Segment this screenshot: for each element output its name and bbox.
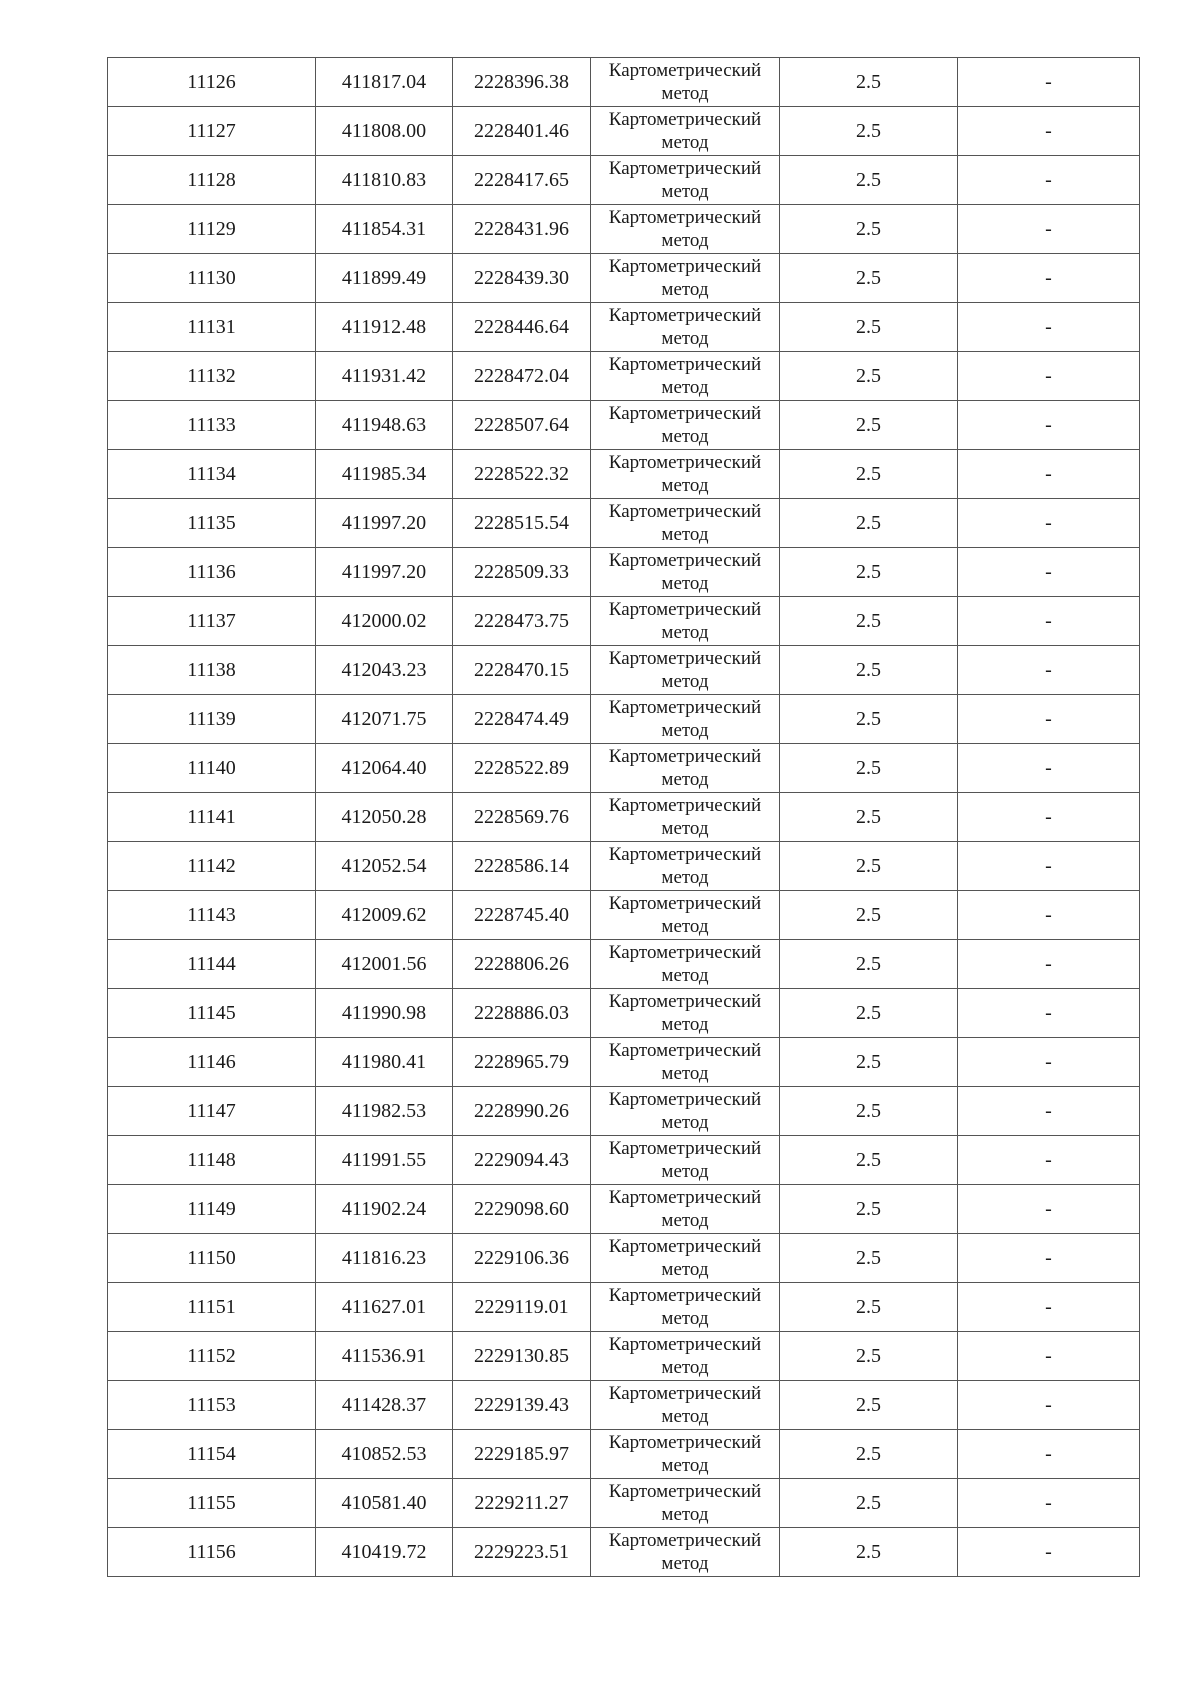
method-cell [591,1283,780,1332]
point-number-cell: 11130 [108,254,316,303]
method-line-1: Картометрический [608,795,762,816]
method-line-1: Картометрический [608,599,762,620]
point-number-cell: 11148 [108,1136,316,1185]
method-cell [591,499,780,548]
method-cell [591,793,780,842]
table-row [108,597,1140,646]
note-cell: - [958,695,1140,744]
point-number-cell: 11138 [108,646,316,695]
method-cell [591,1479,780,1528]
accuracy-cell: 2.5 [780,303,958,352]
table-row [108,1087,1140,1136]
note-cell: - [958,940,1140,989]
method-cell [591,401,780,450]
accuracy-cell: 2.5 [780,205,958,254]
accuracy-cell: 2.5 [780,1136,958,1185]
note-cell: - [958,646,1140,695]
table-row [108,352,1140,401]
y-coordinate-cell: 2228586.14 [453,842,591,891]
x-coordinate-cell: 411902.24 [316,1185,453,1234]
method-line-2: метод [661,916,709,937]
y-coordinate-cell: 2228396.38 [453,58,591,107]
method-line-2: метод [661,622,709,643]
table-row [108,58,1140,107]
method-line-1: Картометрический [608,1334,762,1355]
point-number-cell: 11132 [108,352,316,401]
point-number-cell: 11153 [108,1381,316,1430]
method-cell [591,891,780,940]
note-cell: - [958,254,1140,303]
point-number-cell: 11133 [108,401,316,450]
y-coordinate-cell: 2229223.51 [453,1528,591,1577]
table-row [108,1479,1140,1528]
note-cell: - [958,499,1140,548]
method-line-2: метод [661,1259,709,1280]
method-line-1: Картометрический [608,207,762,228]
coordinates-table-body [108,58,1140,1577]
method-line-1: Картометрический [608,60,762,81]
table-row [108,1528,1140,1577]
accuracy-cell: 2.5 [780,254,958,303]
method-line-2: метод [661,328,709,349]
point-number-cell: 11139 [108,695,316,744]
accuracy-cell: 2.5 [780,597,958,646]
method-line-2: метод [661,1504,709,1525]
method-line-1: Картометрический [608,991,762,1012]
method-line-2: метод [661,1553,709,1574]
point-number-cell: 11129 [108,205,316,254]
y-coordinate-cell: 2228439.30 [453,254,591,303]
x-coordinate-cell: 411428.37 [316,1381,453,1430]
method-line-1: Картометрический [608,1481,762,1502]
x-coordinate-cell: 411817.04 [316,58,453,107]
y-coordinate-cell: 2229098.60 [453,1185,591,1234]
x-coordinate-cell: 412001.56 [316,940,453,989]
method-cell [591,695,780,744]
y-coordinate-cell: 2228522.89 [453,744,591,793]
note-cell: - [958,401,1140,450]
table-row [108,205,1140,254]
y-coordinate-cell: 2228990.26 [453,1087,591,1136]
method-line-1: Картометрический [608,942,762,963]
method-line-1: Картометрический [608,550,762,571]
note-cell: - [958,156,1140,205]
accuracy-cell: 2.5 [780,891,958,940]
y-coordinate-cell: 2228431.96 [453,205,591,254]
x-coordinate-cell: 412000.02 [316,597,453,646]
method-line-2: метод [661,1161,709,1182]
y-coordinate-cell: 2228569.76 [453,793,591,842]
accuracy-cell: 2.5 [780,548,958,597]
method-line-2: метод [661,720,709,741]
table-row [108,156,1140,205]
accuracy-cell: 2.5 [780,1283,958,1332]
method-cell [591,1185,780,1234]
method-line-2: метод [661,132,709,153]
point-number-cell: 11150 [108,1234,316,1283]
y-coordinate-cell: 2228745.40 [453,891,591,940]
y-coordinate-cell: 2228474.49 [453,695,591,744]
note-cell: - [958,989,1140,1038]
note-cell: - [958,548,1140,597]
y-coordinate-cell: 2229119.01 [453,1283,591,1332]
x-coordinate-cell: 410852.53 [316,1430,453,1479]
note-cell: - [958,1430,1140,1479]
method-line-1: Картометрический [608,1089,762,1110]
accuracy-cell: 2.5 [780,695,958,744]
point-number-cell: 11154 [108,1430,316,1479]
x-coordinate-cell: 411810.83 [316,156,453,205]
accuracy-cell: 2.5 [780,744,958,793]
point-number-cell: 11151 [108,1283,316,1332]
method-cell [591,1528,780,1577]
x-coordinate-cell: 411991.55 [316,1136,453,1185]
method-line-2: метод [661,769,709,790]
table-row [108,450,1140,499]
method-line-1: Картометрический [608,1040,762,1061]
accuracy-cell: 2.5 [780,646,958,695]
y-coordinate-cell: 2228522.32 [453,450,591,499]
table-row [108,401,1140,450]
method-cell [591,989,780,1038]
method-line-1: Картометрический [608,109,762,130]
accuracy-cell: 2.5 [780,1528,958,1577]
table-row [108,1234,1140,1283]
accuracy-cell: 2.5 [780,352,958,401]
accuracy-cell: 2.5 [780,793,958,842]
point-number-cell: 11142 [108,842,316,891]
note-cell: - [958,58,1140,107]
method-line-1: Картометрический [608,1383,762,1404]
method-cell [591,156,780,205]
y-coordinate-cell: 2228806.26 [453,940,591,989]
table-row [108,107,1140,156]
y-coordinate-cell: 2228401.46 [453,107,591,156]
y-coordinate-cell: 2228470.15 [453,646,591,695]
accuracy-cell: 2.5 [780,1038,958,1087]
point-number-cell: 11135 [108,499,316,548]
x-coordinate-cell: 412050.28 [316,793,453,842]
y-coordinate-cell: 2229139.43 [453,1381,591,1430]
note-cell: - [958,744,1140,793]
x-coordinate-cell: 411816.23 [316,1234,453,1283]
method-cell [591,548,780,597]
method-line-2: метод [661,181,709,202]
method-line-1: Картометрический [608,256,762,277]
y-coordinate-cell: 2229130.85 [453,1332,591,1381]
method-line-1: Картометрический [608,1187,762,1208]
x-coordinate-cell: 411990.98 [316,989,453,1038]
y-coordinate-cell: 2228509.33 [453,548,591,597]
point-number-cell: 11128 [108,156,316,205]
method-line-1: Картометрический [608,158,762,179]
table-row [108,1136,1140,1185]
table-row [108,1038,1140,1087]
x-coordinate-cell: 411948.63 [316,401,453,450]
x-coordinate-cell: 411997.20 [316,499,453,548]
point-number-cell: 11134 [108,450,316,499]
point-number-cell: 11147 [108,1087,316,1136]
method-cell [591,940,780,989]
table-row [108,1430,1140,1479]
table-row [108,940,1140,989]
accuracy-cell: 2.5 [780,1185,958,1234]
table-row [108,303,1140,352]
method-line-2: метод [661,475,709,496]
accuracy-cell: 2.5 [780,1430,958,1479]
x-coordinate-cell: 411931.42 [316,352,453,401]
note-cell: - [958,107,1140,156]
method-line-1: Картометрический [608,648,762,669]
point-number-cell: 11144 [108,940,316,989]
note-cell: - [958,1136,1140,1185]
method-line-2: метод [661,426,709,447]
accuracy-cell: 2.5 [780,842,958,891]
accuracy-cell: 2.5 [780,450,958,499]
method-cell [591,597,780,646]
method-line-2: метод [661,83,709,104]
method-cell [591,352,780,401]
y-coordinate-cell: 2229185.97 [453,1430,591,1479]
table-row [108,989,1140,1038]
method-cell [591,205,780,254]
accuracy-cell: 2.5 [780,1381,958,1430]
table-row [108,891,1140,940]
method-line-1: Картометрический [608,452,762,473]
method-line-2: метод [661,867,709,888]
accuracy-cell: 2.5 [780,989,958,1038]
method-line-1: Картометрический [608,844,762,865]
accuracy-cell: 2.5 [780,156,958,205]
method-line-1: Картометрический [608,746,762,767]
accuracy-cell: 2.5 [780,1087,958,1136]
table-row [108,695,1140,744]
x-coordinate-cell: 412043.23 [316,646,453,695]
note-cell: - [958,597,1140,646]
method-line-1: Картометрический [608,354,762,375]
accuracy-cell: 2.5 [780,940,958,989]
table-row [108,793,1140,842]
y-coordinate-cell: 2229211.27 [453,1479,591,1528]
x-coordinate-cell: 410581.40 [316,1479,453,1528]
note-cell: - [958,891,1140,940]
y-coordinate-cell: 2228965.79 [453,1038,591,1087]
y-coordinate-cell: 2228472.04 [453,352,591,401]
point-number-cell: 11137 [108,597,316,646]
method-line-1: Картометрический [608,893,762,914]
note-cell: - [958,1381,1140,1430]
table-row [108,1332,1140,1381]
note-cell: - [958,1528,1140,1577]
method-line-1: Картометрический [608,1285,762,1306]
note-cell: - [958,352,1140,401]
accuracy-cell: 2.5 [780,107,958,156]
x-coordinate-cell: 411985.34 [316,450,453,499]
table-row [108,1381,1140,1430]
method-cell [591,1234,780,1283]
method-line-2: метод [661,965,709,986]
note-cell: - [958,1038,1140,1087]
note-cell: - [958,303,1140,352]
point-number-cell: 11126 [108,58,316,107]
point-number-cell: 11131 [108,303,316,352]
table-row [108,842,1140,891]
y-coordinate-cell: 2228446.64 [453,303,591,352]
note-cell: - [958,1283,1140,1332]
x-coordinate-cell: 412009.62 [316,891,453,940]
method-cell [591,1430,780,1479]
table-row [108,254,1140,303]
x-coordinate-cell: 411536.91 [316,1332,453,1381]
method-line-2: метод [661,573,709,594]
method-line-2: метод [661,1308,709,1329]
note-cell: - [958,205,1140,254]
table-row [108,744,1140,793]
method-cell [591,646,780,695]
accuracy-cell: 2.5 [780,401,958,450]
method-line-1: Картометрический [608,403,762,424]
y-coordinate-cell: 2229094.43 [453,1136,591,1185]
x-coordinate-cell: 411997.20 [316,548,453,597]
method-line-1: Картометрический [608,1138,762,1159]
method-line-2: метод [661,1455,709,1476]
x-coordinate-cell: 410419.72 [316,1528,453,1577]
point-number-cell: 11136 [108,548,316,597]
method-line-1: Картометрический [608,1530,762,1551]
note-cell: - [958,1479,1140,1528]
point-number-cell: 11141 [108,793,316,842]
note-cell: - [958,1234,1140,1283]
accuracy-cell: 2.5 [780,1234,958,1283]
y-coordinate-cell: 2228515.54 [453,499,591,548]
accuracy-cell: 2.5 [780,1479,958,1528]
note-cell: - [958,1087,1140,1136]
point-number-cell: 11149 [108,1185,316,1234]
method-line-1: Картометрический [608,697,762,718]
y-coordinate-cell: 2228417.65 [453,156,591,205]
y-coordinate-cell: 2229106.36 [453,1234,591,1283]
method-cell [591,107,780,156]
point-number-cell: 11145 [108,989,316,1038]
note-cell: - [958,1185,1140,1234]
method-cell [591,1332,780,1381]
method-line-2: метод [661,1063,709,1084]
method-line-2: метод [661,671,709,692]
method-line-2: метод [661,524,709,545]
method-cell [591,1136,780,1185]
method-line-2: метод [661,1406,709,1427]
method-cell [591,450,780,499]
table-row [108,499,1140,548]
method-line-2: метод [661,1210,709,1231]
point-number-cell: 11156 [108,1528,316,1577]
x-coordinate-cell: 411808.00 [316,107,453,156]
method-cell [591,1381,780,1430]
note-cell: - [958,793,1140,842]
method-cell [591,744,780,793]
point-number-cell: 11152 [108,1332,316,1381]
accuracy-cell: 2.5 [780,499,958,548]
method-line-1: Картометрический [608,501,762,522]
method-line-2: метод [661,1357,709,1378]
method-cell [591,842,780,891]
method-line-2: метод [661,1112,709,1133]
method-cell [591,1087,780,1136]
x-coordinate-cell: 411912.48 [316,303,453,352]
x-coordinate-cell: 412052.54 [316,842,453,891]
x-coordinate-cell: 411980.41 [316,1038,453,1087]
x-coordinate-cell: 411982.53 [316,1087,453,1136]
note-cell: - [958,450,1140,499]
method-line-2: метод [661,279,709,300]
method-line-2: метод [661,377,709,398]
method-line-1: Картометрический [608,305,762,326]
y-coordinate-cell: 2228886.03 [453,989,591,1038]
point-number-cell: 11140 [108,744,316,793]
method-cell [591,303,780,352]
coordinates-table [107,57,1140,1577]
accuracy-cell: 2.5 [780,58,958,107]
table-row [108,646,1140,695]
method-line-1: Картометрический [608,1236,762,1257]
method-cell [591,254,780,303]
method-cell [591,58,780,107]
method-line-2: метод [661,1014,709,1035]
note-cell: - [958,1332,1140,1381]
x-coordinate-cell: 412064.40 [316,744,453,793]
x-coordinate-cell: 411627.01 [316,1283,453,1332]
point-number-cell: 11127 [108,107,316,156]
method-line-2: метод [661,230,709,251]
x-coordinate-cell: 411854.31 [316,205,453,254]
x-coordinate-cell: 411899.49 [316,254,453,303]
y-coordinate-cell: 2228507.64 [453,401,591,450]
table-row [108,548,1140,597]
x-coordinate-cell: 412071.75 [316,695,453,744]
table-row [108,1185,1140,1234]
note-cell: - [958,842,1140,891]
point-number-cell: 11146 [108,1038,316,1087]
accuracy-cell: 2.5 [780,1332,958,1381]
method-line-2: метод [661,818,709,839]
method-line-1: Картометрический [608,1432,762,1453]
point-number-cell: 11155 [108,1479,316,1528]
y-coordinate-cell: 2228473.75 [453,597,591,646]
table-row [108,1283,1140,1332]
point-number-cell: 11143 [108,891,316,940]
method-cell [591,1038,780,1087]
